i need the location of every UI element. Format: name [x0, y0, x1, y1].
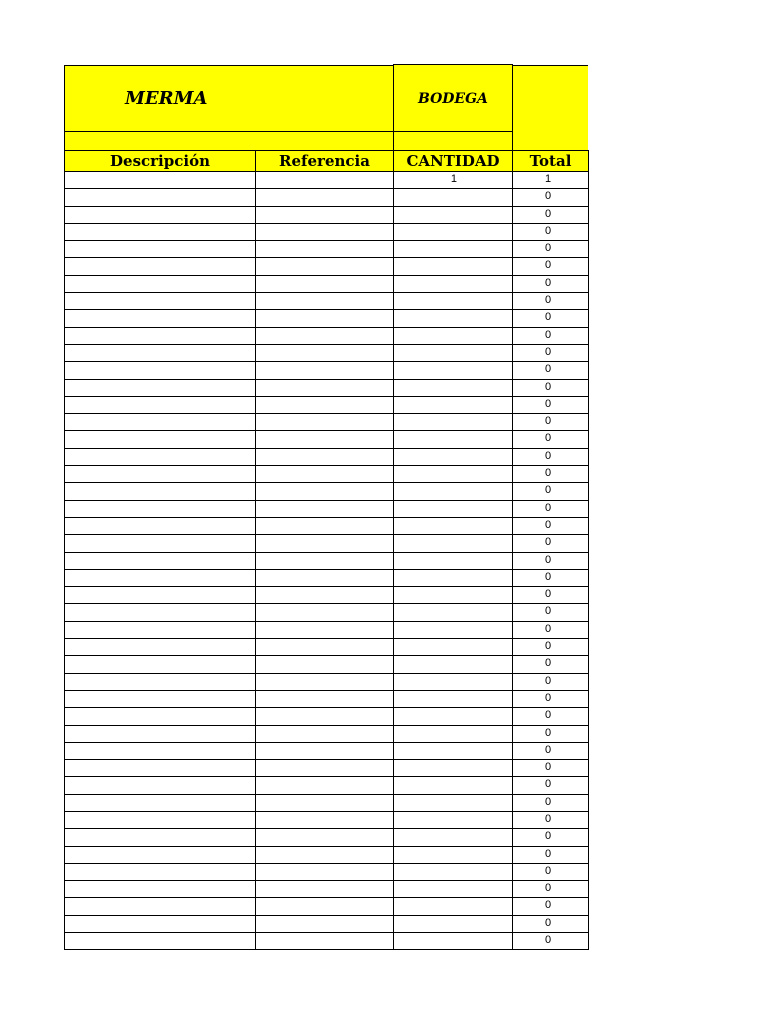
- total-cell[interactable]: 0: [513, 258, 589, 275]
- cantidad-cell[interactable]: [394, 933, 513, 950]
- descripcion-cell[interactable]: [65, 811, 256, 828]
- referencia-cell[interactable]: [256, 846, 394, 863]
- descripcion-cell[interactable]: [65, 829, 256, 846]
- bodega-title: BODEGA: [418, 91, 488, 107]
- table-row: [65, 656, 589, 673]
- total-cell[interactable]: 0: [513, 327, 589, 344]
- total-cell[interactable]: 0: [513, 829, 589, 846]
- table-row: [65, 552, 589, 569]
- referencia-cell[interactable]: [256, 431, 394, 448]
- cantidad-cell[interactable]: [394, 258, 513, 275]
- total-cell[interactable]: 0: [513, 431, 589, 448]
- table-row: [65, 777, 589, 794]
- table-row: [65, 448, 589, 465]
- referencia-cell[interactable]: [256, 206, 394, 223]
- column-header-row: [65, 151, 589, 172]
- table-row: [65, 933, 589, 950]
- descripcion-cell[interactable]: [65, 310, 256, 327]
- referencia-cell[interactable]: [256, 639, 394, 656]
- total-cell[interactable]: 0: [513, 223, 589, 240]
- descripcion-cell[interactable]: [65, 293, 256, 310]
- table-row: [65, 811, 589, 828]
- referencia-cell[interactable]: [256, 293, 394, 310]
- total-cell[interactable]: 0: [513, 414, 589, 431]
- referencia-cell[interactable]: [256, 327, 394, 344]
- referencia-cell[interactable]: [256, 310, 394, 327]
- referencia-cell[interactable]: [256, 742, 394, 759]
- cantidad-cell[interactable]: [394, 587, 513, 604]
- table-row: [65, 915, 589, 932]
- descripcion-cell[interactable]: [65, 639, 256, 656]
- total-cell[interactable]: 0: [513, 811, 589, 828]
- referencia-cell[interactable]: [256, 725, 394, 742]
- referencia-cell[interactable]: [256, 587, 394, 604]
- total-cell[interactable]: 0: [513, 690, 589, 707]
- referencia-cell[interactable]: [256, 362, 394, 379]
- cantidad-cell[interactable]: [394, 431, 513, 448]
- total-cell[interactable]: 1: [513, 172, 589, 189]
- table-row: [65, 742, 589, 759]
- descripcion-cell[interactable]: [65, 794, 256, 811]
- referencia-cell[interactable]: [256, 777, 394, 794]
- descripcion-cell[interactable]: [65, 172, 256, 189]
- total-cell[interactable]: 0: [513, 587, 589, 604]
- total-cell[interactable]: 0: [513, 275, 589, 292]
- cantidad-cell[interactable]: [394, 466, 513, 483]
- referencia-cell[interactable]: [256, 673, 394, 690]
- table-row: [65, 241, 589, 258]
- table-row: [65, 673, 589, 690]
- referencia-cell[interactable]: [256, 379, 394, 396]
- total-cell[interactable]: 0: [513, 241, 589, 258]
- descripcion-cell[interactable]: [65, 587, 256, 604]
- cantidad-cell[interactable]: [394, 483, 513, 500]
- descripcion-cell[interactable]: [65, 915, 256, 932]
- total-cell[interactable]: 0: [513, 379, 589, 396]
- table-row: [65, 327, 589, 344]
- total-cell[interactable]: 0: [513, 656, 589, 673]
- table-row: [65, 829, 589, 846]
- column-header-referencia[interactable]: Referencia: [256, 151, 394, 172]
- descripcion-cell[interactable]: [65, 535, 256, 552]
- referencia-cell[interactable]: [256, 690, 394, 707]
- cantidad-cell[interactable]: [394, 448, 513, 465]
- table-row: [65, 258, 589, 275]
- referencia-cell[interactable]: [256, 535, 394, 552]
- cantidad-cell[interactable]: [394, 241, 513, 258]
- cantidad-cell[interactable]: [394, 777, 513, 794]
- table-row: [65, 881, 589, 898]
- total-cell[interactable]: 0: [513, 500, 589, 517]
- total-cell[interactable]: 0: [513, 898, 589, 915]
- descripcion-cell[interactable]: [65, 483, 256, 500]
- descripcion-cell[interactable]: [65, 552, 256, 569]
- cantidad-cell[interactable]: [394, 725, 513, 742]
- table-row: [65, 379, 589, 396]
- descripcion-cell[interactable]: [65, 466, 256, 483]
- descripcion-cell[interactable]: [65, 881, 256, 898]
- merma-subtitle-cell[interactable]: [64, 131, 394, 150]
- table-row: [65, 708, 589, 725]
- total-cell[interactable]: 0: [513, 483, 589, 500]
- total-cell[interactable]: 0: [513, 777, 589, 794]
- table-row: [65, 846, 589, 863]
- table-row: [65, 604, 589, 621]
- table-row: [65, 760, 589, 777]
- cantidad-cell[interactable]: [394, 310, 513, 327]
- cantidad-cell[interactable]: [394, 846, 513, 863]
- descripcion-cell[interactable]: [65, 431, 256, 448]
- total-cell[interactable]: 0: [513, 517, 589, 534]
- total-cell[interactable]: 0: [513, 708, 589, 725]
- descripcion-cell[interactable]: [65, 760, 256, 777]
- referencia-cell[interactable]: [256, 708, 394, 725]
- referencia-cell[interactable]: [256, 933, 394, 950]
- cantidad-cell[interactable]: [394, 327, 513, 344]
- total-cell[interactable]: 0: [513, 933, 589, 950]
- referencia-cell[interactable]: [256, 604, 394, 621]
- cantidad-cell[interactable]: [394, 898, 513, 915]
- table-row: [65, 275, 589, 292]
- referencia-cell[interactable]: [256, 344, 394, 361]
- cantidad-cell[interactable]: [394, 569, 513, 586]
- sheet-header: [64, 64, 588, 150]
- table-row: [65, 725, 589, 742]
- total-cell[interactable]: 0: [513, 362, 589, 379]
- cantidad-cell[interactable]: [394, 206, 513, 223]
- table-row: [65, 310, 589, 327]
- total-cell[interactable]: 0: [513, 344, 589, 361]
- descripcion-cell[interactable]: [65, 258, 256, 275]
- table-row: [65, 344, 589, 361]
- referencia-cell[interactable]: [256, 552, 394, 569]
- referencia-cell[interactable]: [256, 898, 394, 915]
- cantidad-cell[interactable]: [394, 552, 513, 569]
- total-cell[interactable]: 0: [513, 604, 589, 621]
- cantidad-cell[interactable]: [394, 500, 513, 517]
- referencia-cell[interactable]: [256, 223, 394, 240]
- cantidad-cell[interactable]: [394, 794, 513, 811]
- bodega-subtitle-cell[interactable]: [393, 131, 513, 150]
- descripcion-cell[interactable]: [65, 517, 256, 534]
- table-row: [65, 639, 589, 656]
- referencia-cell[interactable]: [256, 483, 394, 500]
- total-cell[interactable]: 0: [513, 760, 589, 777]
- cantidad-cell[interactable]: [394, 863, 513, 880]
- cantidad-cell[interactable]: [394, 517, 513, 534]
- cantidad-cell[interactable]: [394, 829, 513, 846]
- descripcion-cell[interactable]: [65, 725, 256, 742]
- referencia-cell[interactable]: [256, 569, 394, 586]
- cantidad-cell[interactable]: [394, 881, 513, 898]
- referencia-cell[interactable]: [256, 656, 394, 673]
- descripcion-cell[interactable]: [65, 656, 256, 673]
- table-row: [65, 431, 589, 448]
- total-cell[interactable]: 0: [513, 293, 589, 310]
- descripcion-cell[interactable]: [65, 933, 256, 950]
- descripcion-cell[interactable]: [65, 275, 256, 292]
- merma-title: MERMA: [125, 88, 208, 109]
- descripcion-cell[interactable]: [65, 569, 256, 586]
- cantidad-cell[interactable]: [394, 223, 513, 240]
- table-row: [65, 535, 589, 552]
- referencia-cell[interactable]: [256, 241, 394, 258]
- total-cell[interactable]: 0: [513, 639, 589, 656]
- referencia-cell[interactable]: [256, 811, 394, 828]
- referencia-cell[interactable]: [256, 448, 394, 465]
- descripcion-cell[interactable]: [65, 344, 256, 361]
- table-row: [65, 794, 589, 811]
- referencia-cell[interactable]: [256, 621, 394, 638]
- referencia-cell[interactable]: [256, 466, 394, 483]
- total-cell[interactable]: 0: [513, 448, 589, 465]
- table-row: [65, 223, 589, 240]
- cantidad-cell[interactable]: [394, 656, 513, 673]
- cantidad-cell[interactable]: [394, 344, 513, 361]
- cantidad-cell[interactable]: 1: [394, 172, 513, 189]
- descripcion-cell[interactable]: [65, 863, 256, 880]
- referencia-cell[interactable]: [256, 915, 394, 932]
- referencia-cell[interactable]: [256, 517, 394, 534]
- cantidad-cell[interactable]: [394, 293, 513, 310]
- table-row: [65, 189, 589, 206]
- total-cell[interactable]: 0: [513, 915, 589, 932]
- table-row: [65, 396, 589, 413]
- descripcion-cell[interactable]: [65, 362, 256, 379]
- total-cell[interactable]: 0: [513, 552, 589, 569]
- descripcion-cell[interactable]: [65, 379, 256, 396]
- descripcion-cell[interactable]: [65, 206, 256, 223]
- referencia-cell[interactable]: [256, 172, 394, 189]
- cantidad-cell[interactable]: [394, 673, 513, 690]
- merma-title-cell[interactable]: [64, 65, 394, 131]
- cantidad-cell[interactable]: [394, 379, 513, 396]
- bodega-title-cell[interactable]: [393, 64, 513, 131]
- total-cell[interactable]: 0: [513, 535, 589, 552]
- referencia-cell[interactable]: [256, 396, 394, 413]
- cantidad-cell[interactable]: [394, 690, 513, 707]
- descripcion-cell[interactable]: [65, 241, 256, 258]
- table-row: [65, 690, 589, 707]
- descripcion-cell[interactable]: [65, 742, 256, 759]
- cantidad-cell[interactable]: [394, 915, 513, 932]
- referencia-cell[interactable]: [256, 189, 394, 206]
- total-cell[interactable]: 0: [513, 742, 589, 759]
- total-cell[interactable]: 0: [513, 794, 589, 811]
- total-cell[interactable]: 0: [513, 673, 589, 690]
- total-cell[interactable]: 0: [513, 396, 589, 413]
- total-cell[interactable]: 0: [513, 725, 589, 742]
- descripcion-cell[interactable]: [65, 327, 256, 344]
- descripcion-cell[interactable]: [65, 898, 256, 915]
- descripcion-cell[interactable]: [65, 690, 256, 707]
- table-row: [65, 466, 589, 483]
- table-row: [65, 206, 589, 223]
- table-row: [65, 500, 589, 517]
- cantidad-cell[interactable]: [394, 189, 513, 206]
- total-cell[interactable]: 0: [513, 569, 589, 586]
- cantidad-cell[interactable]: [394, 639, 513, 656]
- merma-sheet: [64, 64, 588, 950]
- cantidad-cell[interactable]: [394, 362, 513, 379]
- referencia-cell[interactable]: [256, 760, 394, 777]
- descripcion-cell[interactable]: [65, 396, 256, 413]
- total-cell[interactable]: 0: [513, 310, 589, 327]
- cantidad-cell[interactable]: [394, 742, 513, 759]
- referencia-cell[interactable]: [256, 794, 394, 811]
- total-cell[interactable]: 0: [513, 621, 589, 638]
- table-row: [65, 172, 589, 189]
- descripcion-cell[interactable]: [65, 777, 256, 794]
- cantidad-cell[interactable]: [394, 275, 513, 292]
- cantidad-cell[interactable]: [394, 396, 513, 413]
- total-cell[interactable]: 0: [513, 881, 589, 898]
- total-cell[interactable]: 0: [513, 863, 589, 880]
- column-header-cantidad[interactable]: CANTIDAD: [394, 151, 513, 172]
- descripcion-cell[interactable]: [65, 846, 256, 863]
- referencia-cell[interactable]: [256, 500, 394, 517]
- descripcion-cell[interactable]: [65, 189, 256, 206]
- descripcion-cell[interactable]: [65, 448, 256, 465]
- merma-table: [64, 150, 589, 950]
- table-row: [65, 483, 589, 500]
- referencia-cell[interactable]: [256, 829, 394, 846]
- descripcion-cell[interactable]: [65, 414, 256, 431]
- referencia-cell[interactable]: [256, 275, 394, 292]
- cantidad-cell[interactable]: [394, 604, 513, 621]
- cantidad-cell[interactable]: [394, 621, 513, 638]
- table-row: [65, 621, 589, 638]
- referencia-cell[interactable]: [256, 863, 394, 880]
- descripcion-cell[interactable]: [65, 708, 256, 725]
- referencia-cell[interactable]: [256, 881, 394, 898]
- cantidad-cell[interactable]: [394, 760, 513, 777]
- descripcion-cell[interactable]: [65, 673, 256, 690]
- table-row: [65, 898, 589, 915]
- total-cell[interactable]: 0: [513, 846, 589, 863]
- table-row: [65, 293, 589, 310]
- cantidad-cell[interactable]: [394, 535, 513, 552]
- total-header-top-cell[interactable]: [512, 65, 588, 150]
- column-header-total[interactable]: Total: [513, 151, 589, 172]
- cantidad-cell[interactable]: [394, 414, 513, 431]
- table-body: [65, 172, 589, 950]
- descripcion-cell[interactable]: [65, 604, 256, 621]
- table-row: [65, 587, 589, 604]
- descripcion-cell[interactable]: [65, 500, 256, 517]
- table-row: [65, 414, 589, 431]
- total-cell[interactable]: 0: [513, 206, 589, 223]
- column-header-descripcion[interactable]: Descripción: [65, 151, 256, 172]
- cantidad-cell[interactable]: [394, 811, 513, 828]
- cantidad-cell[interactable]: [394, 708, 513, 725]
- referencia-cell[interactable]: [256, 258, 394, 275]
- total-cell[interactable]: 0: [513, 466, 589, 483]
- table-row: [65, 863, 589, 880]
- descripcion-cell[interactable]: [65, 621, 256, 638]
- table-row: [65, 569, 589, 586]
- descripcion-cell[interactable]: [65, 223, 256, 240]
- total-cell[interactable]: 0: [513, 189, 589, 206]
- referencia-cell[interactable]: [256, 414, 394, 431]
- table-row: [65, 362, 589, 379]
- table-row: [65, 517, 589, 534]
